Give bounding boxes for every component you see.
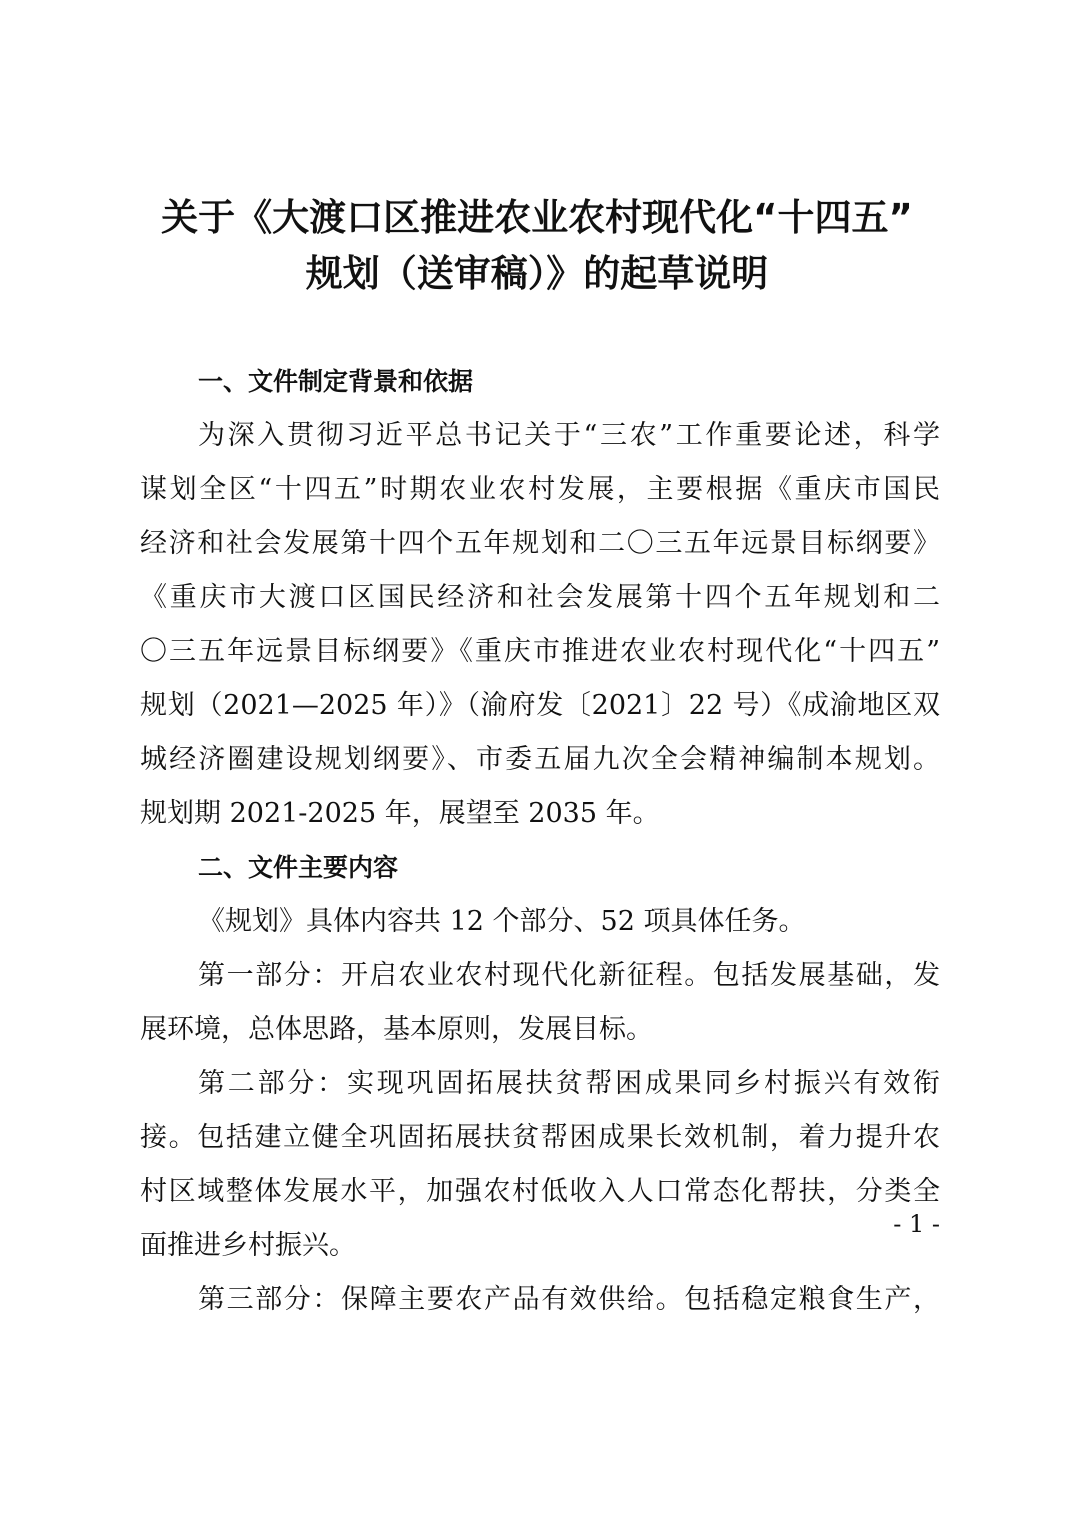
paragraph-part-3 <box>140 1273 940 1327</box>
section-heading-2: 二、文件主要内容 <box>198 853 399 882</box>
text-line: 《规划》具体内容共 12 个部分、52 项具体任务。 <box>198 906 806 937</box>
title-line-1: 关于《大渡口区推进农业农村现代化“十四五” <box>161 196 913 239</box>
text-line: 经济和社会发展第十四个五年规划和二〇三五年远景目标纲要》 <box>140 528 940 559</box>
paragraph-part-1 <box>140 949 940 1057</box>
text-line: 〇三五年远景目标纲要》《重庆市推进农业农村现代化“十四五” <box>140 636 940 667</box>
document-body <box>140 355 940 1327</box>
text-line: 面推进乡村振兴。 <box>140 1230 356 1261</box>
text-line: 第一部分：开启农业农村现代化新征程。包括发展基础，发 <box>198 960 940 991</box>
section-heading-1: 一、文件制定背景和依据 <box>198 367 474 396</box>
text-line: 为深入贯彻习近平总书记关于“三农”工作重要论述，科学 <box>198 420 940 451</box>
text-line: 规划期 2021-2025 年，展望至 2035 年。 <box>140 798 660 829</box>
text-line: 村区域整体发展水平，加强农村低收入人口常态化帮扶，分类全 <box>140 1176 940 1207</box>
text-line: 《重庆市大渡口区国民经济和社会发展第十四个五年规划和二 <box>140 582 940 613</box>
text-line: 接。包括建立健全巩固拓展扶贫帮困成果长效机制，着力提升农 <box>140 1122 940 1153</box>
paragraph-intro <box>140 895 940 949</box>
text-line: 第二部分：实现巩固拓展扶贫帮困成果同乡村振兴有效衔 <box>198 1068 940 1099</box>
text-line: 城经济圈建设规划纲要》、市委五届九次全会精神编制本规划。 <box>140 744 940 775</box>
page-number: - 1 - <box>893 1210 940 1238</box>
paragraph-part-2 <box>140 1057 940 1273</box>
text-line: 展环境，总体思路，基本原则，发展目标。 <box>140 1014 653 1045</box>
text-line: 第三部分：保障主要农产品有效供给。包括稳定粮食生产， <box>198 1284 940 1315</box>
title-line-2: 规划（送审稿）》的起草说明 <box>305 252 769 295</box>
document-title <box>100 190 974 302</box>
paragraph-background <box>140 409 940 841</box>
text-line: 规划（2021—2025 年）》（渝府发〔2021〕22 号）《成渝地区双 <box>140 690 940 721</box>
text-line: 谋划全区“十四五”时期农业农村发展，主要根据《重庆市国民 <box>140 474 940 505</box>
